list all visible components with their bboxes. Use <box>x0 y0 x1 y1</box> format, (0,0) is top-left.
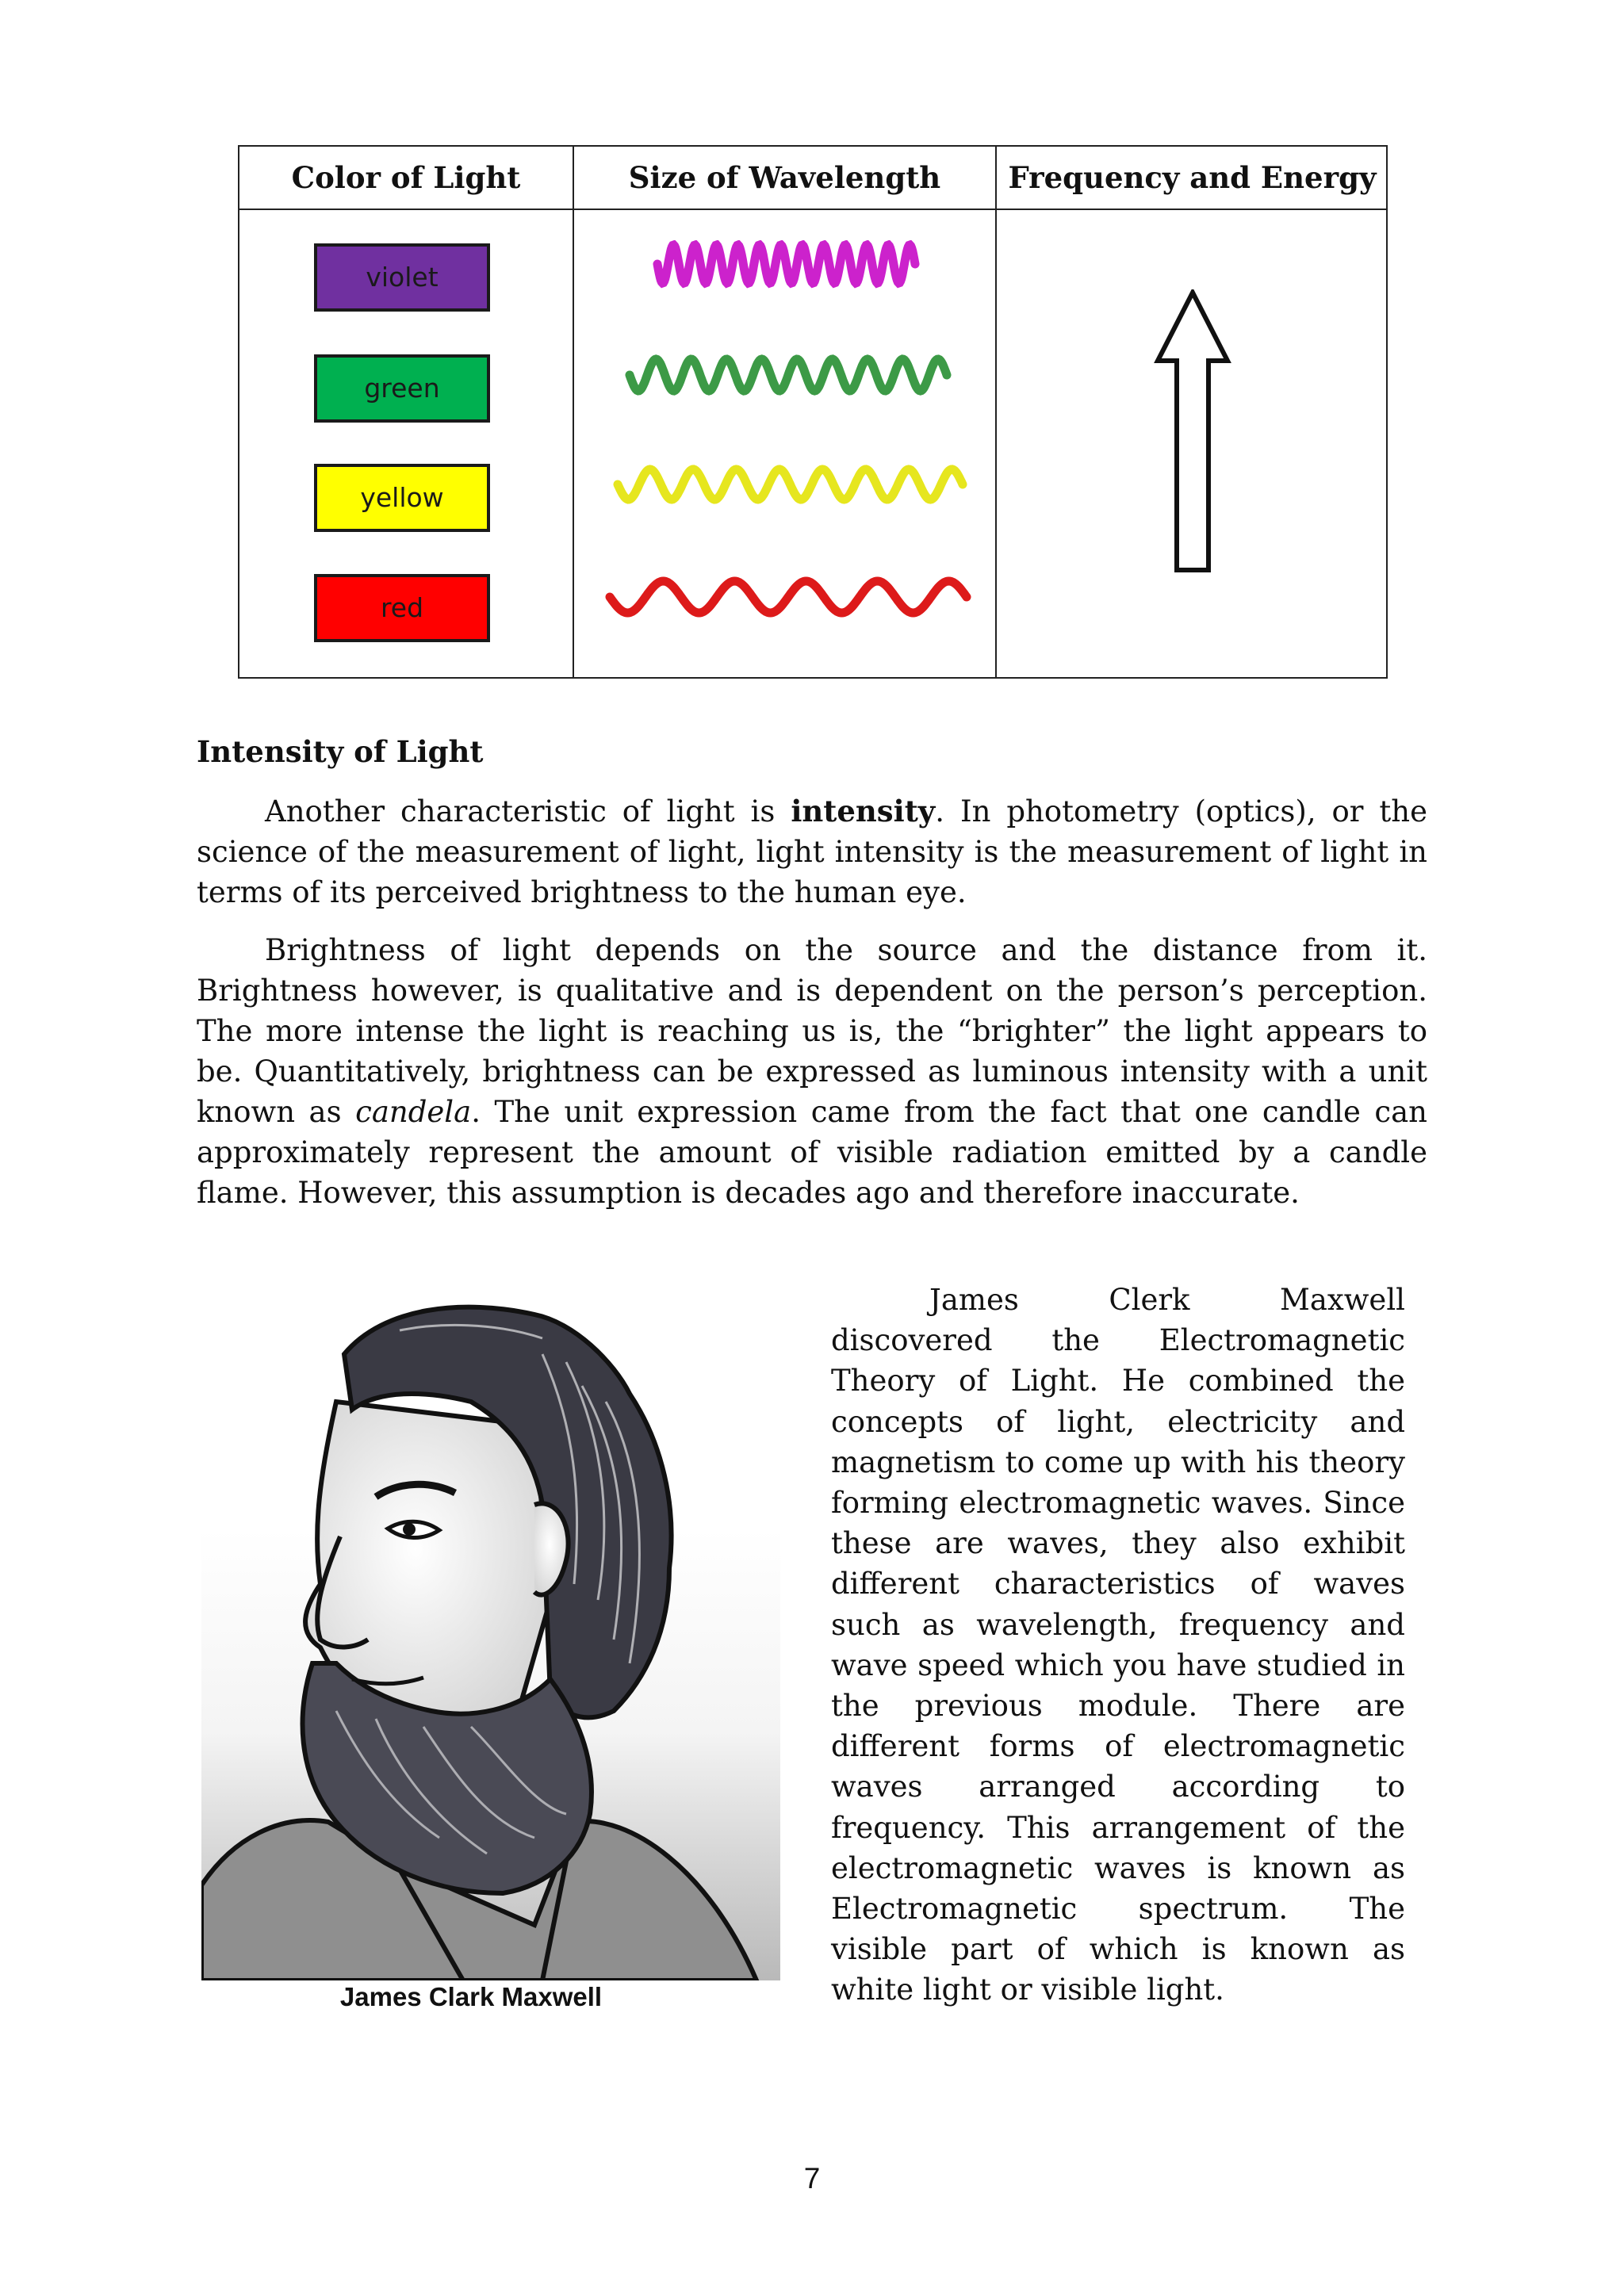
table-header-divider <box>239 209 1386 210</box>
intensity-term: intensity <box>791 794 936 828</box>
portrait-caption: James Clark Maxwell <box>339 1982 603 2011</box>
swatch-red: red <box>314 574 490 642</box>
para2-text-start: Brightness of light depends on the source and the distance from it. Brightness however, is qualitative and is dependent on the person’s perception. The more intense the light is reaching us is, the “brighter” the light appears to be. Quantitatively, brightness can be expressed as luminous intensity with a unit known as <box>197 933 1427 1129</box>
header-color-of-light: Color of Light <box>291 160 521 195</box>
maxwell-portrait <box>201 1267 780 1980</box>
para1-text-start: Another characteristic of light is <box>265 794 791 828</box>
up-arrow-icon <box>1153 289 1232 575</box>
brightness-paragraph <box>197 930 1427 1213</box>
maxwell-paragraph <box>831 1280 1405 2011</box>
color-wavelength-table <box>238 145 1388 679</box>
yellow-wave <box>618 469 963 499</box>
violet-wave <box>657 245 915 283</box>
swatch-violet: violet <box>314 243 490 312</box>
red-wave <box>610 581 967 613</box>
header-frequency-and-energy: Frequency and Energy <box>1008 160 1377 195</box>
swatch-yellow: yellow <box>314 464 490 532</box>
swatch-green: green <box>314 354 490 423</box>
candela-term: candela <box>355 1095 472 1129</box>
maxwell-text: James Clerk Maxwell discovered the Electromagnetic Theory of Light. He combined the concepts of light, electricity and magnetism to come up with his theory forming electromagnetic waves. Since these are waves, they also exhibit different characteristics of waves such as wavelength, frequency and wave speed which you have studied in the previous module. There are different forms of electromagnetic waves arranged according to frequency. This arrangement of the electromagnetic waves is known as Electromagnetic spectrum. The visible part of which is known as white light or visible light. <box>831 1283 1405 2007</box>
header-size-of-wavelength: Size of Wavelength <box>628 160 941 195</box>
section-heading: Intensity of Light <box>197 734 484 769</box>
table-column-divider <box>995 147 997 677</box>
para2-text-end: . The unit expression came from the fact that one candle can approximately represent the amount of visible radiation emitted by a candle flame. However, this assumption is decades ago and therefore inaccurate. <box>197 1095 1427 1210</box>
para1-text-end: . In photometry (optics), or the science of the measurement of light, light intensity is the measurement of light in terms of its perceived brightness to the human eye. <box>197 794 1427 909</box>
intensity-paragraph <box>197 791 1427 913</box>
page-number: 7 <box>803 2162 821 2195</box>
wavelength-column <box>574 240 995 668</box>
green-wave <box>630 359 947 391</box>
